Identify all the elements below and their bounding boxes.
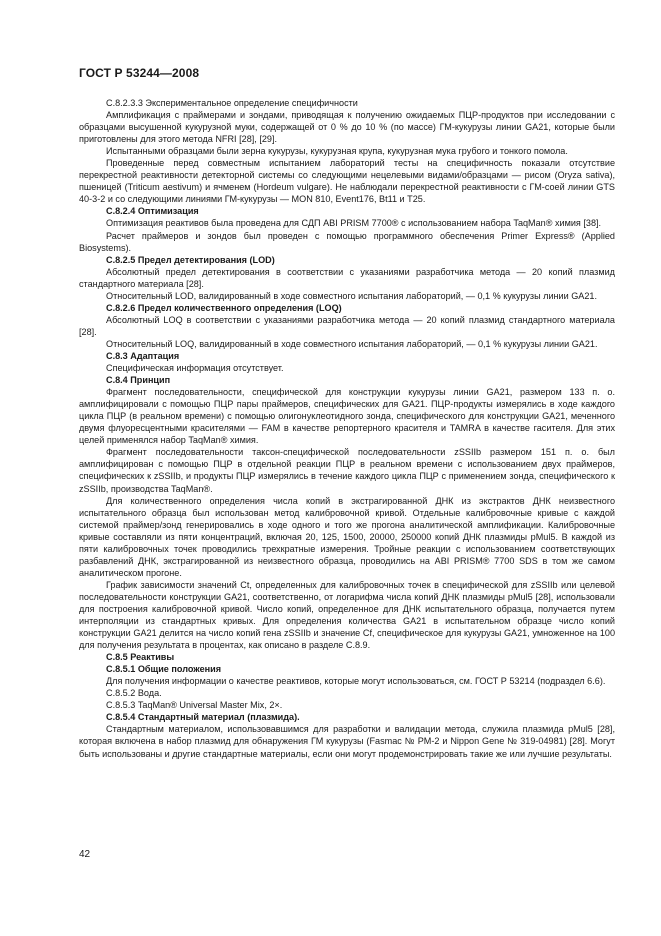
paragraph: Абсолютный предел детектирования в соответствии с указаниями разработчика метода — 20 копий плазмид стандартного материала [28]. <box>79 266 615 289</box>
paragraph: Специфическая информация отсутствует. <box>106 363 284 374</box>
section-heading: С.8.5.1 Общие положения <box>106 664 222 675</box>
paragraph: Испытанными образцами были зерна кукурузы, кукурузная крупа, кукурузная мука грубого и тонкого помола. <box>106 146 568 157</box>
paragraph: Для получения информации о качестве реактивов, которые могут использоваться, см. ГОСТ Р 53214 (подраздел 6.6). <box>106 676 606 687</box>
paragraph: График зависимости значений Ct, определенных для калибровочных точек в специфической для zSSIIb или целевой последовательности конструкции GA21, соответственно, от логарифма числа копий ДНК плазмиды pMul5 [28], использовали для построения калибровочной кривой. Число копий, определенное для ДНК испытательного образца, получается путем интерполяции из стандартных кривых. Для определения количества GA21 в испытательном образце число копий конструкции GA21 делится на число копий гена zSSIIb и значение Cf, специфическое для кукурузы GA21, умноженное на 100 для получения результата в процентах, как описано в разделе С.8.9. <box>79 579 615 651</box>
paragraph: Оптимизация реактивов была проведена для СДП ABI PRISM 7700® с использованием набора TaqMan® химия [38]. <box>106 218 602 229</box>
page-number: 42 <box>79 849 91 860</box>
section-heading: С.8.2.5 Предел детектирования (LOD) <box>106 254 275 265</box>
subsection-heading: С.8.2.3.3 Экспериментальное определение специфичности <box>106 98 358 108</box>
paragraph: Проведенные перед совместным испытанием лабораторий тесты на специфичность показали отсутствие перекрестной реактивности детекторной системы со следующими нецелевыми видами/образцами — рисом (Oryza sativa), пшеницей (Triticum aestivum) и ячменем (Hordeum vulgare). Не наблюдали перекрестной реактивности с ГМ-соей линии GTS 40-3-2 и со следующими линиями ГМ-кукурузы — MON 810, Event176, Bt11 и T25. <box>79 158 615 205</box>
paragraph: Для количественного определения числа копий в экстрагированной ДНК из экстрактов ДНК неизвестного испытательного образца был использован метод калибровочной кривой. Отдельные калибровочные кривые с каждой системой праймер/зонд генерировались в ходе одного и того же прогона аналитической амплификации. Калибровочные кривые составляли из пяти концентраций, включая 20, 125, 1500, 20000, 250000 копий ДНК плазмиды pMul5. В каждой из пяти калибровочных точек проводились трехкратные измерения. Тройные реакции с использованием соответствующих разбавлений ДНК, экстрагированной из неизвестного образца, проводились на ABI PRISM® 7700 SDS в том же самом аналитическом прогоне. <box>79 495 615 578</box>
paragraph: Относительный LOD, валидированный в ходе совместного испытания лабораторий, — 0,1 % кукурузы линии GA21. <box>106 290 598 301</box>
section-heading: С.8.4 Принцип <box>106 375 171 386</box>
paragraph: Амплификация с праймерами и зондами, приводящая к получению ожидаемых ПЦР-продуктов при исследовании с образцами высушенной кукурузной муки, содержащей от 0 % до 10 % (по массе) ГМ-кукурузы линии GA21, которые были приготовлены для этого метода NFRI [28], [29]. <box>79 110 615 145</box>
section-heading: С.8.2.4 Оптимизация <box>106 206 199 217</box>
paragraph: Фрагмент последовательности таксон-специфической последовательности zSSIIb размером 151 п. о. был амплифицирован с помощью ПЦР в отдельной реакции ПЦР в реальном времени с использованием двух праймеров, специфических к zSSIIb, и продукты ПЦР измерялись в течение каждого цикла ПЦР с применением зонда, специфического к zSSIIb, производства TaqMan®. <box>79 447 615 494</box>
paragraph: Относительный LOQ, валидированный в ходе совместного испытания лабораторий, — 0,1 % кукурузы линии GA21. <box>106 338 598 349</box>
body-text <box>79 97 615 760</box>
paragraph: Фрагмент последовательности, специфической для конструкции кукурузы линии GA21, размером 133 п. о. амплифицировали с помощью ПЦР пары праймеров, специфических для GA21. ПЦР-продукты измерялись в ходе каждого цикла ПЦР (в реальном времени) с помощью олигонуклеотидного зонда, специфического для конструкции GA21, меченного двумя флуоресцентными красителями — FAM в качестве репортерного красителя и TAMRA в качестве гасителя. Для этих целей применялся набор TaqMan® химия. <box>79 387 615 446</box>
section-heading: С.8.5 Реактивы <box>106 652 175 663</box>
paragraph: Абсолютный LOQ в соответствии с указаниями разработчика метода — 20 копий плазмид стандартного материала [28]. <box>79 314 615 337</box>
paragraph: Расчет праймеров и зондов был проведен с помощью программного обеспечения Primer Express® (Applied Biosystems). <box>79 230 615 253</box>
section-heading: С.8.2.6 Предел количественного определения (LOQ) <box>106 302 342 313</box>
paragraph: Стандартным материалом, использовавшимся для разработки и валидации метода, служила плазмида pMul5 [28], которая включена в набор плазмид для обнаружения ГМ кукурузы (Fasmac № PM-2 и Nippon Gene № 319-04981) [28]. Могут быть использованы и другие стандартные материалы, если они могут продемонстрировать такие же или лучшие результаты. <box>79 724 615 759</box>
section-heading: С.8.3 Адаптация <box>106 350 180 361</box>
section-heading: С.8.5.4 Стандартный материал (плазмида). <box>106 712 300 723</box>
list-item: С.8.5.2 Вода. <box>106 688 162 699</box>
page-header: ГОСТ Р 53244—2008 <box>79 66 200 80</box>
list-item: С.8.5.3 TaqMan® Universal Master Mix, 2×. <box>106 700 283 711</box>
